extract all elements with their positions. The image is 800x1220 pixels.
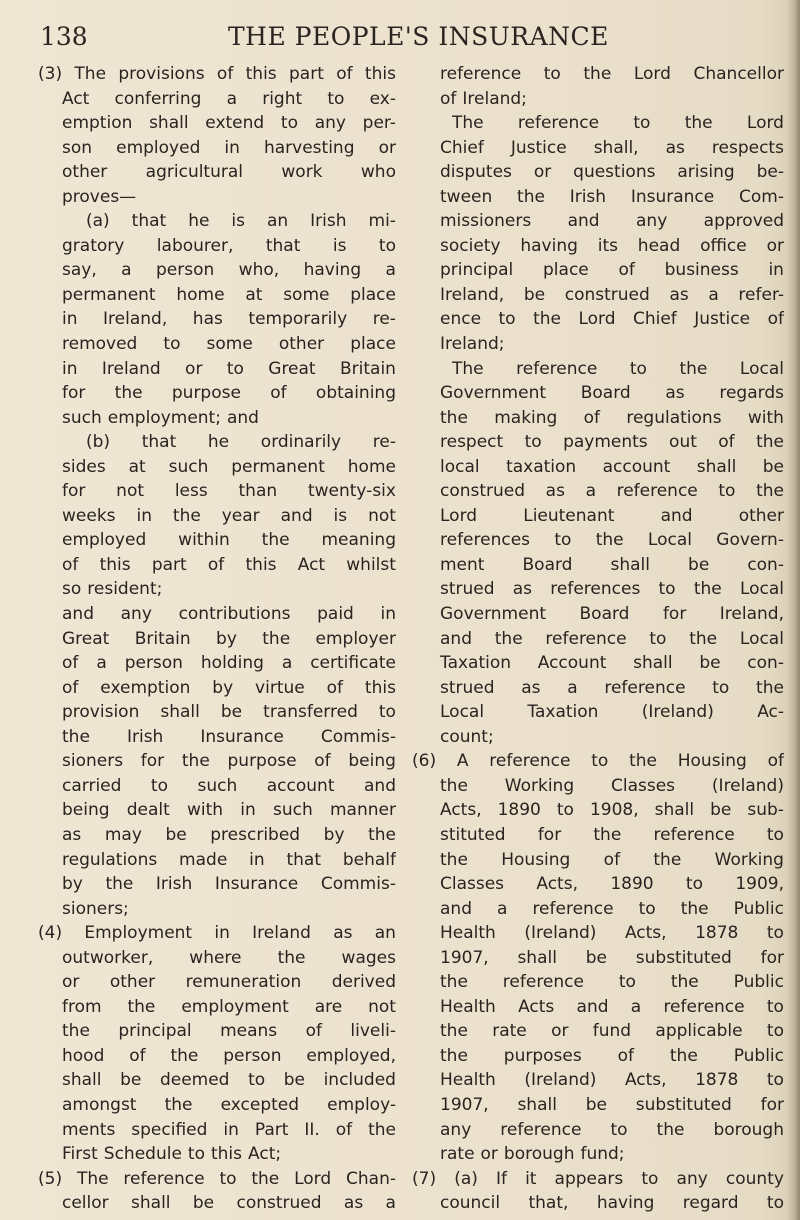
text-line: emption shall extend to any per-	[62, 113, 396, 134]
text-line: and a reference to the Public	[440, 898, 784, 919]
text-line: provision shall be transferred to	[62, 702, 396, 723]
text-line: count;	[440, 726, 494, 747]
text-line: son employed in harvesting or	[62, 137, 396, 158]
text-line: in Ireland or to Great Britain	[62, 358, 396, 379]
text-line: Health (Ireland) Acts, 1878 to	[440, 923, 784, 944]
text-line: The reference to the Local	[452, 358, 784, 379]
text-line: other agricultural work who	[62, 162, 396, 183]
text-line: amongst the excepted employ-	[62, 1094, 396, 1115]
text-line: ment Board shall be con-	[440, 554, 784, 575]
text-line: references to the Local Govern-	[440, 530, 784, 551]
text-line: missioners and any approved	[440, 211, 784, 232]
text-line: sioners;	[62, 898, 129, 919]
text-line: Health (Ireland) Acts, 1878 to	[440, 1070, 784, 1091]
text-line: rate or borough fund;	[440, 1144, 625, 1165]
text-line: council that, having regard to	[440, 1193, 784, 1214]
text-line: the Working Classes (Ireland)	[440, 775, 784, 796]
text-line: weeks in the year and is not	[62, 505, 396, 526]
text-line: (7) (a) If it appears to any county	[412, 1168, 784, 1189]
text-line: The reference to the Lord	[452, 113, 784, 134]
text-line: any reference to the borough	[440, 1119, 784, 1140]
text-line: sioners for the purpose of being	[62, 751, 396, 772]
text-line: removed to some other place	[62, 334, 396, 355]
text-line: society having its head office or	[440, 235, 784, 256]
text-line: carried to such account and	[62, 775, 396, 796]
text-line: such employment; and	[62, 407, 259, 428]
text-line: gratory labourer, that is to	[62, 235, 396, 256]
text-line: 1907, shall be substituted for	[440, 947, 784, 968]
text-line: principal place of business in	[440, 260, 784, 281]
text-line: (4) Employment in Ireland as an	[38, 923, 396, 944]
text-line: ence to the Lord Chief Justice of	[440, 309, 784, 330]
text-line: and the reference to the Local	[440, 628, 784, 649]
text-line: Ireland;	[440, 334, 505, 355]
text-line: for not less than twenty-six	[62, 481, 396, 502]
text-line: strued as references to the Local	[440, 579, 784, 600]
text-line: ments specified in Part II. of the	[62, 1119, 396, 1140]
text-line: the Housing of the Working	[440, 849, 784, 870]
text-line: tween the Irish Insurance Com-	[440, 186, 784, 207]
text-line: Act conferring a right to ex-	[62, 88, 396, 109]
text-line: being dealt with in such manner	[62, 800, 396, 821]
text-line: and any contributions paid in	[62, 604, 396, 625]
text-line: shall be deemed to be included	[62, 1070, 396, 1091]
text-line: local taxation account shall be	[440, 456, 784, 477]
text-line: permanent home at some place	[62, 284, 396, 305]
text-line: disputes or questions arising be-	[440, 162, 784, 183]
text-line: (6) A reference to the Housing of	[412, 751, 784, 772]
text-line: Health Acts and a reference to	[440, 996, 784, 1017]
text-line: of Ireland;	[440, 88, 527, 109]
text-line: Local Taxation (Ireland) Ac-	[440, 702, 784, 723]
text-line: (b) that he ordinarily re-	[86, 432, 396, 453]
text-line: Chief Justice shall, as respects	[440, 137, 784, 158]
text-line: (a) that he is an Irish mi-	[86, 211, 396, 232]
text-line: so resident;	[62, 579, 163, 600]
text-line: Government Board as regards	[440, 383, 784, 404]
text-line: regulations made in that behalf	[62, 849, 396, 870]
text-line: Ireland, be construed as a refer-	[440, 284, 784, 305]
text-line: Great Britain by the employer	[62, 628, 396, 649]
page-edge-shadow	[786, 0, 800, 1220]
text-line: sides at such permanent home	[62, 456, 396, 477]
text-line: Classes Acts, 1890 to 1909,	[440, 874, 784, 895]
text-line: reference to the Lord Chancellor	[440, 64, 784, 84]
text-line: from the employment are not	[62, 996, 396, 1017]
text-line: Taxation Account shall be con-	[440, 653, 784, 674]
text-line: in Ireland, has temporarily re-	[62, 309, 396, 330]
text-line: the rate or fund applicable to	[440, 1021, 784, 1042]
text-line: by the Irish Insurance Commis-	[62, 874, 396, 895]
text-line: for the purpose of obtaining	[62, 383, 396, 404]
page-header	[0, 18, 800, 58]
text-line: employed within the meaning	[62, 530, 396, 551]
running-head: THE PEOPLE'S INSURANCE	[228, 22, 609, 51]
text-line: say, a person who, having a	[62, 260, 396, 281]
text-line: of exemption by virtue of this	[62, 677, 396, 698]
text-line: 1907, shall be substituted for	[440, 1094, 784, 1115]
text-line: as may be prescribed by the	[62, 824, 396, 845]
text-line: Acts, 1890 to 1908, shall be sub-	[440, 800, 784, 821]
text-line: First Schedule to this Act;	[62, 1144, 282, 1165]
text-line: the purposes of the Public	[440, 1045, 784, 1066]
text-line: strued as a reference to the	[440, 677, 784, 698]
text-line: (5) The reference to the Lord Chan-	[38, 1168, 396, 1189]
text-line: Government Board for Ireland,	[440, 604, 784, 625]
text-line: hood of the person employed,	[62, 1045, 396, 1066]
text-line: the making of regulations with	[440, 407, 784, 428]
text-line: respect to payments out of the	[440, 432, 784, 453]
text-line: the principal means of liveli-	[62, 1021, 396, 1042]
text-line: or other remuneration derived	[62, 972, 396, 993]
text-line: proves—	[62, 186, 137, 207]
text-line: the reference to the Public	[440, 972, 784, 993]
page-number: 138	[40, 22, 88, 51]
text-line: Lord Lieutenant and other	[440, 505, 784, 526]
text-line: outworker, where the wages	[62, 947, 396, 968]
text-line: cellor shall be construed as a	[62, 1193, 396, 1214]
text-line: construed as a reference to the	[440, 481, 784, 502]
left-text-column	[38, 62, 396, 1216]
text-line: of a person holding a certificate	[62, 653, 396, 674]
text-line: the Irish Insurance Commis-	[62, 726, 396, 747]
text-line: stituted for the reference to	[440, 824, 784, 845]
text-line: (3) The provisions of this part of this	[38, 64, 396, 84]
right-text-column	[412, 62, 784, 1216]
text-line: of this part of this Act whilst	[62, 554, 396, 575]
